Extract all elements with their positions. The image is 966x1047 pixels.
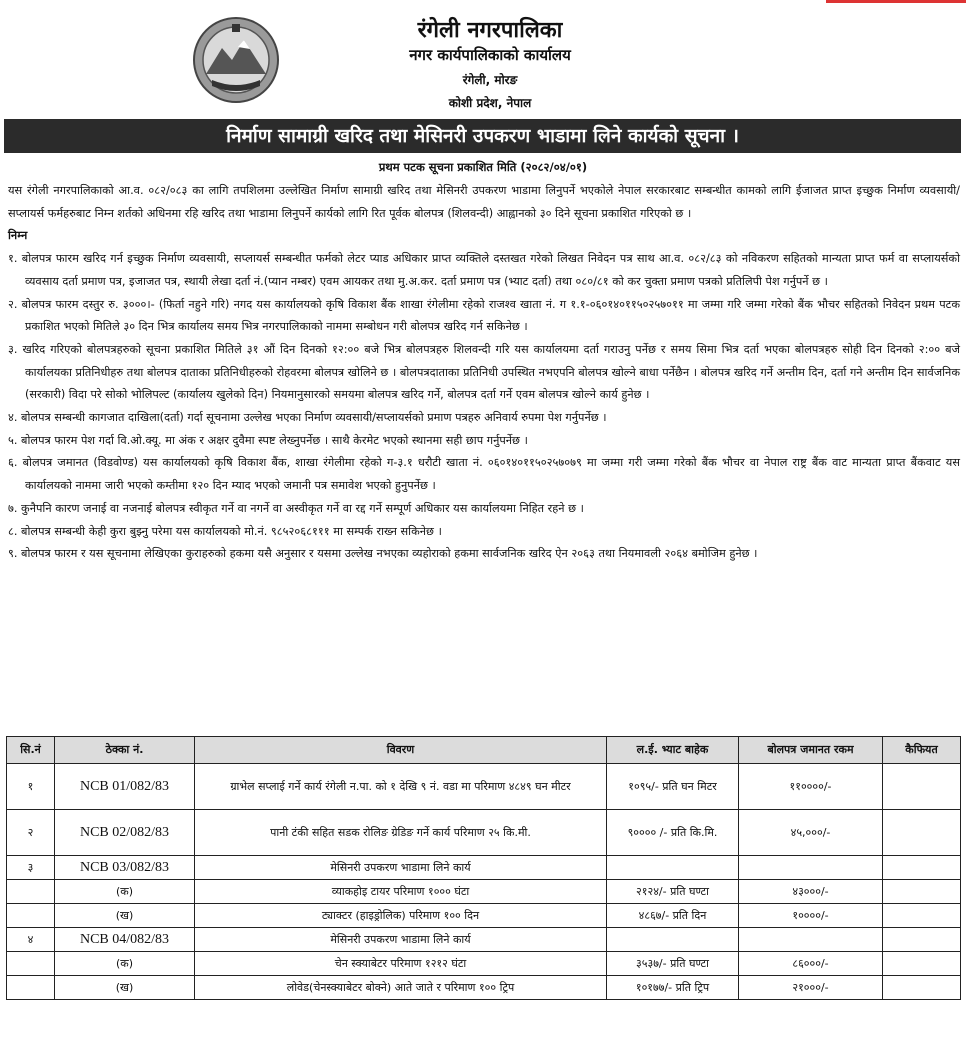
cell-description: मेसिनरी उपकरण भाडामा लिने कार्य bbox=[195, 856, 607, 880]
table-row bbox=[7, 810, 961, 856]
table-row bbox=[7, 856, 961, 880]
cell-bid-security: ४३०००/- bbox=[739, 880, 883, 904]
condition-item: ३. खरिद गरिएको बोलपत्रहरुको सूचना प्रकाशित मितिले ३१ औं दिन दिनको १२:०० बजे भित्र बोलपत्रहरु शिलवन्दी गरि यस कार्यालयमा दर्ता गराउनु पर्नेछ र समय सिमा भित्र दर्ता भएका बोलपत्रहरु सोही दिन दिनको २:०० बजे कार्यालयका प्रतिनिधीहरु तथा बोलपत्र दाताका प्रतिनिधीहरुको रोहवरमा बोलपत्र खोलिने छ । बोलपत्रदाताका प्रतिनिधी उपस्थित नभएपनि बोलपत्र खोल्ने बाधा पर्नेछैन । बोलपत्र खरिद गर्ने अन्तीम दिन, दर्ता गने अन्तीम दिन सार्वजनिक (सरकारी) विदा परे सोको भोलिपल्ट (कार्यालय खुलेको दिन) नियमानुसारको समयमा बोलपत्र खरिद गर्ने, बोलपत्र दर्ता गर्ने एवम बोलपत्र खोल्ने कार्य हुनेछ । bbox=[8, 342, 960, 402]
cell-estimate: १०१७७/- प्रति ट्रिप bbox=[607, 976, 739, 1000]
cell-description: पानी टंकी सहित सडक रोलिङ ग्रेडिङ गर्ने कार्य परिमाण २५ कि.मी. bbox=[195, 810, 607, 856]
publication-date: प्रथम पटक सूचना प्रकाशित मिति (२०८२/०४/०१) bbox=[378, 160, 588, 174]
cell-bid-security: १००००/- bbox=[739, 904, 883, 928]
conditions-heading: निम्न bbox=[8, 229, 28, 243]
cell-sn: २ bbox=[7, 810, 55, 856]
cell-remarks bbox=[883, 856, 961, 880]
cell-sn: १ bbox=[7, 764, 55, 810]
cell-estimate bbox=[607, 928, 739, 952]
cell-description: ट्याक्टर (हाइड्रोलिक) परिमाण १०० दिन bbox=[195, 904, 607, 928]
condition-item: ९. बोलपत्र फारम र यस सूचनामा लेखिएका कुराहरुको हकमा यसै अनुसार र यसमा उल्लेख नभएका व्यहोराको हकमा सार्वजनिक खरिद ऐन २०६३ तथा नियमावली २०६४ बमोजिम हुनेछ । bbox=[8, 547, 758, 561]
office-name: नगर कार्यपालिकाको कार्यालय bbox=[409, 46, 571, 64]
cell-contract: NCB 02/082/83 bbox=[55, 810, 195, 856]
col-header-description: विवरण bbox=[195, 737, 607, 764]
condition-item: ६. बोलपत्र जमानत (विडवोण्ड) यस कार्यालयको कृषि विकाश बैंक, शाखा रंगेलीमा रहेको ग-३.१ धरौटी खाता नं. ०६०१४०११५०२५७०७९ मा जम्मा गरी जम्मा गरेको बैंक भौचर वा नेपाल राष्ट्र बैंक वाट मान्यता प्राप्त बैंकवाट यस कार्यालयको नाममा जारी भएको कम्तीमा १२० दिन म्याद भएको जमानी पत्र समावेश भएको हुनुपर्नेछ । bbox=[8, 456, 960, 493]
table-header-row bbox=[7, 737, 961, 764]
cell-bid-security: ४५,०००/- bbox=[739, 810, 883, 856]
cell-estimate: ४८६७/- प्रति दिन bbox=[607, 904, 739, 928]
cell-remarks bbox=[883, 880, 961, 904]
col-header-sn: सि.नं bbox=[7, 737, 55, 764]
table-row bbox=[7, 764, 961, 810]
cell-bid-security bbox=[739, 928, 883, 952]
cell-sn bbox=[7, 880, 55, 904]
col-header-estimate: ल.ई. भ्याट बाहेक bbox=[607, 737, 739, 764]
cell-estimate: २१२४/- प्रति घण्टा bbox=[607, 880, 739, 904]
cell-contract: NCB 03/082/83 bbox=[55, 856, 195, 880]
cell-description: ग्राभेल सप्लाई गर्ने कार्य रंगेली न.पा. को १ देखि ९ नं. वडा मा परिमाण ४८४९ घन मीटर bbox=[195, 764, 607, 810]
col-header-contract: ठेक्का नं. bbox=[55, 737, 195, 764]
cell-sn bbox=[7, 904, 55, 928]
cell-remarks bbox=[883, 764, 961, 810]
table-row bbox=[7, 904, 961, 928]
cell-bid-security: २१०००/- bbox=[739, 976, 883, 1000]
office-province: कोशी प्रदेश, नेपाल bbox=[448, 96, 532, 110]
cell-estimate bbox=[607, 856, 739, 880]
cell-remarks bbox=[883, 976, 961, 1000]
condition-item: ७. कुनैपनि कारण जनाई वा नजनाई बोलपत्र स्वीकृत गर्ने वा नगर्ने वा अस्वीकृत गर्ने वा रद्द गर्ने सम्पूर्ण अधिकार यस कार्यालयमा निहित रहने छ । bbox=[8, 501, 584, 515]
cell-sn bbox=[7, 952, 55, 976]
col-header-remarks: कैफियत bbox=[883, 737, 961, 764]
cell-bid-security: ८६०००/- bbox=[739, 952, 883, 976]
notice-title: निर्माण सामाग्री खरिद तथा मेसिनरी उपकरण भाडामा लिने कार्यको सूचना । bbox=[4, 119, 961, 153]
table-row bbox=[7, 952, 961, 976]
table-row bbox=[7, 928, 961, 952]
cell-estimate: १०९५/- प्रति घन मिटर bbox=[607, 764, 739, 810]
table-row bbox=[7, 976, 961, 1000]
cell-sn bbox=[7, 976, 55, 1000]
condition-item: २. बोलपत्र फारम दस्तुर रु. ३०००।- (फिर्ता नहुने गरि) नगद यस कार्यालयको कृषि विकाश बैंक शाखा रंगेलीमा रहेको राजश्व खाता नं. ग १.१-०६०१४०११५०२५७०११ मा जम्मा गरि जम्मा गरेको बैंक भौचर सहितको निवेदन प्रथम पटक प्रकाशित भएको मितिले ३० दिन भित्र कार्यालय समय भित्र नगरपालिकाको नाममा सम्बोधन गरी बोलपत्र खरिद गर्न सकिनेछ । bbox=[8, 297, 960, 334]
corner-accent bbox=[826, 0, 966, 3]
cell-remarks bbox=[883, 810, 961, 856]
cell-remarks bbox=[883, 952, 961, 976]
cell-remarks bbox=[883, 904, 961, 928]
col-header-bid-security: बोलपत्र जमानत रकम bbox=[739, 737, 883, 764]
cell-bid-security bbox=[739, 856, 883, 880]
intro-paragraph: यस रंगेली नगरपालिकाको आ.व. ०८२/०८३ का लागि तपशिलमा उल्लेखित निर्माण सामाग्री खरिद तथा मेसिनरी उपकरण भाडामा लिनुपर्ने भएकोले नेपाल सरकारबाट सम्बन्धीत कामको लागि ईजाजत प्राप्त इच्छुक निर्माण व्यवसायी/सप्लायर्स फर्महरुबाट निम्न शर्तको अधिनमा रहि खरिद तथा भाडामा लिनुपर्ने कार्यको लागि रित पूर्वक बोलपत्र (शिलवन्दी) आह्वानको ३० दिने सूचना प्रकाशित गरिएको छ । bbox=[8, 184, 960, 220]
condition-item: ४. बोलपत्र सम्बन्धी कागजात दाखिला(दर्ता) गर्दा सूचनामा उल्लेख भएका निर्माण व्यवसायी/सप्लायर्सको प्रमाण पत्रहरु अनिवार्य रुपमा पेश गर्नुपर्नेछ । bbox=[8, 411, 607, 425]
cell-contract: NCB 04/082/83 bbox=[55, 928, 195, 952]
municipality-name: रंगेली नगरपालिका bbox=[417, 18, 563, 43]
cell-estimate: ९०००० /- प्रति कि.मि. bbox=[607, 810, 739, 856]
cell-description: चेन स्क्याबेटर परिमाण १२१२ घंटा bbox=[195, 952, 607, 976]
cell-contract: (ख) bbox=[55, 976, 195, 1000]
government-emblem-icon bbox=[188, 14, 284, 104]
cell-sn: ३ bbox=[7, 856, 55, 880]
cell-sn: ४ bbox=[7, 928, 55, 952]
office-location: रंगेली, मोरङ bbox=[462, 73, 518, 87]
condition-item: १. बोलपत्र फारम खरिद गर्न इच्छुक निर्माण व्यवसायी, सप्लायर्स सम्बन्धीत फर्मको लेटर प्याड अधिकार प्राप्त व्यक्तिले दस्तखत गरेको लिखत निवेदन पत्र साथ आ.व. ०८२/८३ को नविकरण सहितको मान्यता प्राप्त फर्म वा सप्लायर्सको व्यवसाय दर्ता प्रमाण पत्र, इजाजत पत्र, स्थायी लेखा दर्ता नं.(प्यान नम्बर) एवम आयकर तथा मु.अ.कर. दर्ता प्रमाण पत्र (भ्याट दर्ता) तथा ०८०/८१ को कर चुक्ता प्रमाण पत्रको प्रतिलिपी पेश गर्नुपर्ने छ । bbox=[8, 252, 960, 288]
cell-contract: NCB 01/082/83 bbox=[55, 764, 195, 810]
cell-description: लोवेड(चेनस्क्याबेटर बोक्ने) आते जाते र परिमाण १०० ट्रिप bbox=[195, 976, 607, 1000]
cell-estimate: ३५३७/- प्रति घण्टा bbox=[607, 952, 739, 976]
cell-bid-security: ११००००/- bbox=[739, 764, 883, 810]
tender-table bbox=[6, 736, 961, 1000]
condition-item: ८. बोलपत्र सम्बन्धी केही कुरा बुझ्नु परेमा यस कार्यालयको मो.नं. ९८५२०६८१११ मा सम्पर्क राख्न सकिनेछ । bbox=[8, 524, 442, 538]
cell-contract: (क) bbox=[55, 880, 195, 904]
cell-remarks bbox=[883, 928, 961, 952]
cell-description: व्याकहोइ टायर परिमाण १००० घंटा bbox=[195, 880, 607, 904]
notice-body bbox=[8, 180, 960, 566]
cell-contract: (क) bbox=[55, 952, 195, 976]
cell-description: मेसिनरी उपकरण भाडामा लिने कार्य bbox=[195, 928, 607, 952]
cell-contract: (ख) bbox=[55, 904, 195, 928]
condition-item: ५. बोलपत्र फारम पेश गर्दा वि.ओ.क्यू. मा अंक र अक्षर दुवैमा स्पष्ट लेख्नुपर्नेछ । साथै केरमेट भएको स्थानमा सही छाप गर्नुपर्नेछ । bbox=[8, 433, 528, 447]
table-row bbox=[7, 880, 961, 904]
